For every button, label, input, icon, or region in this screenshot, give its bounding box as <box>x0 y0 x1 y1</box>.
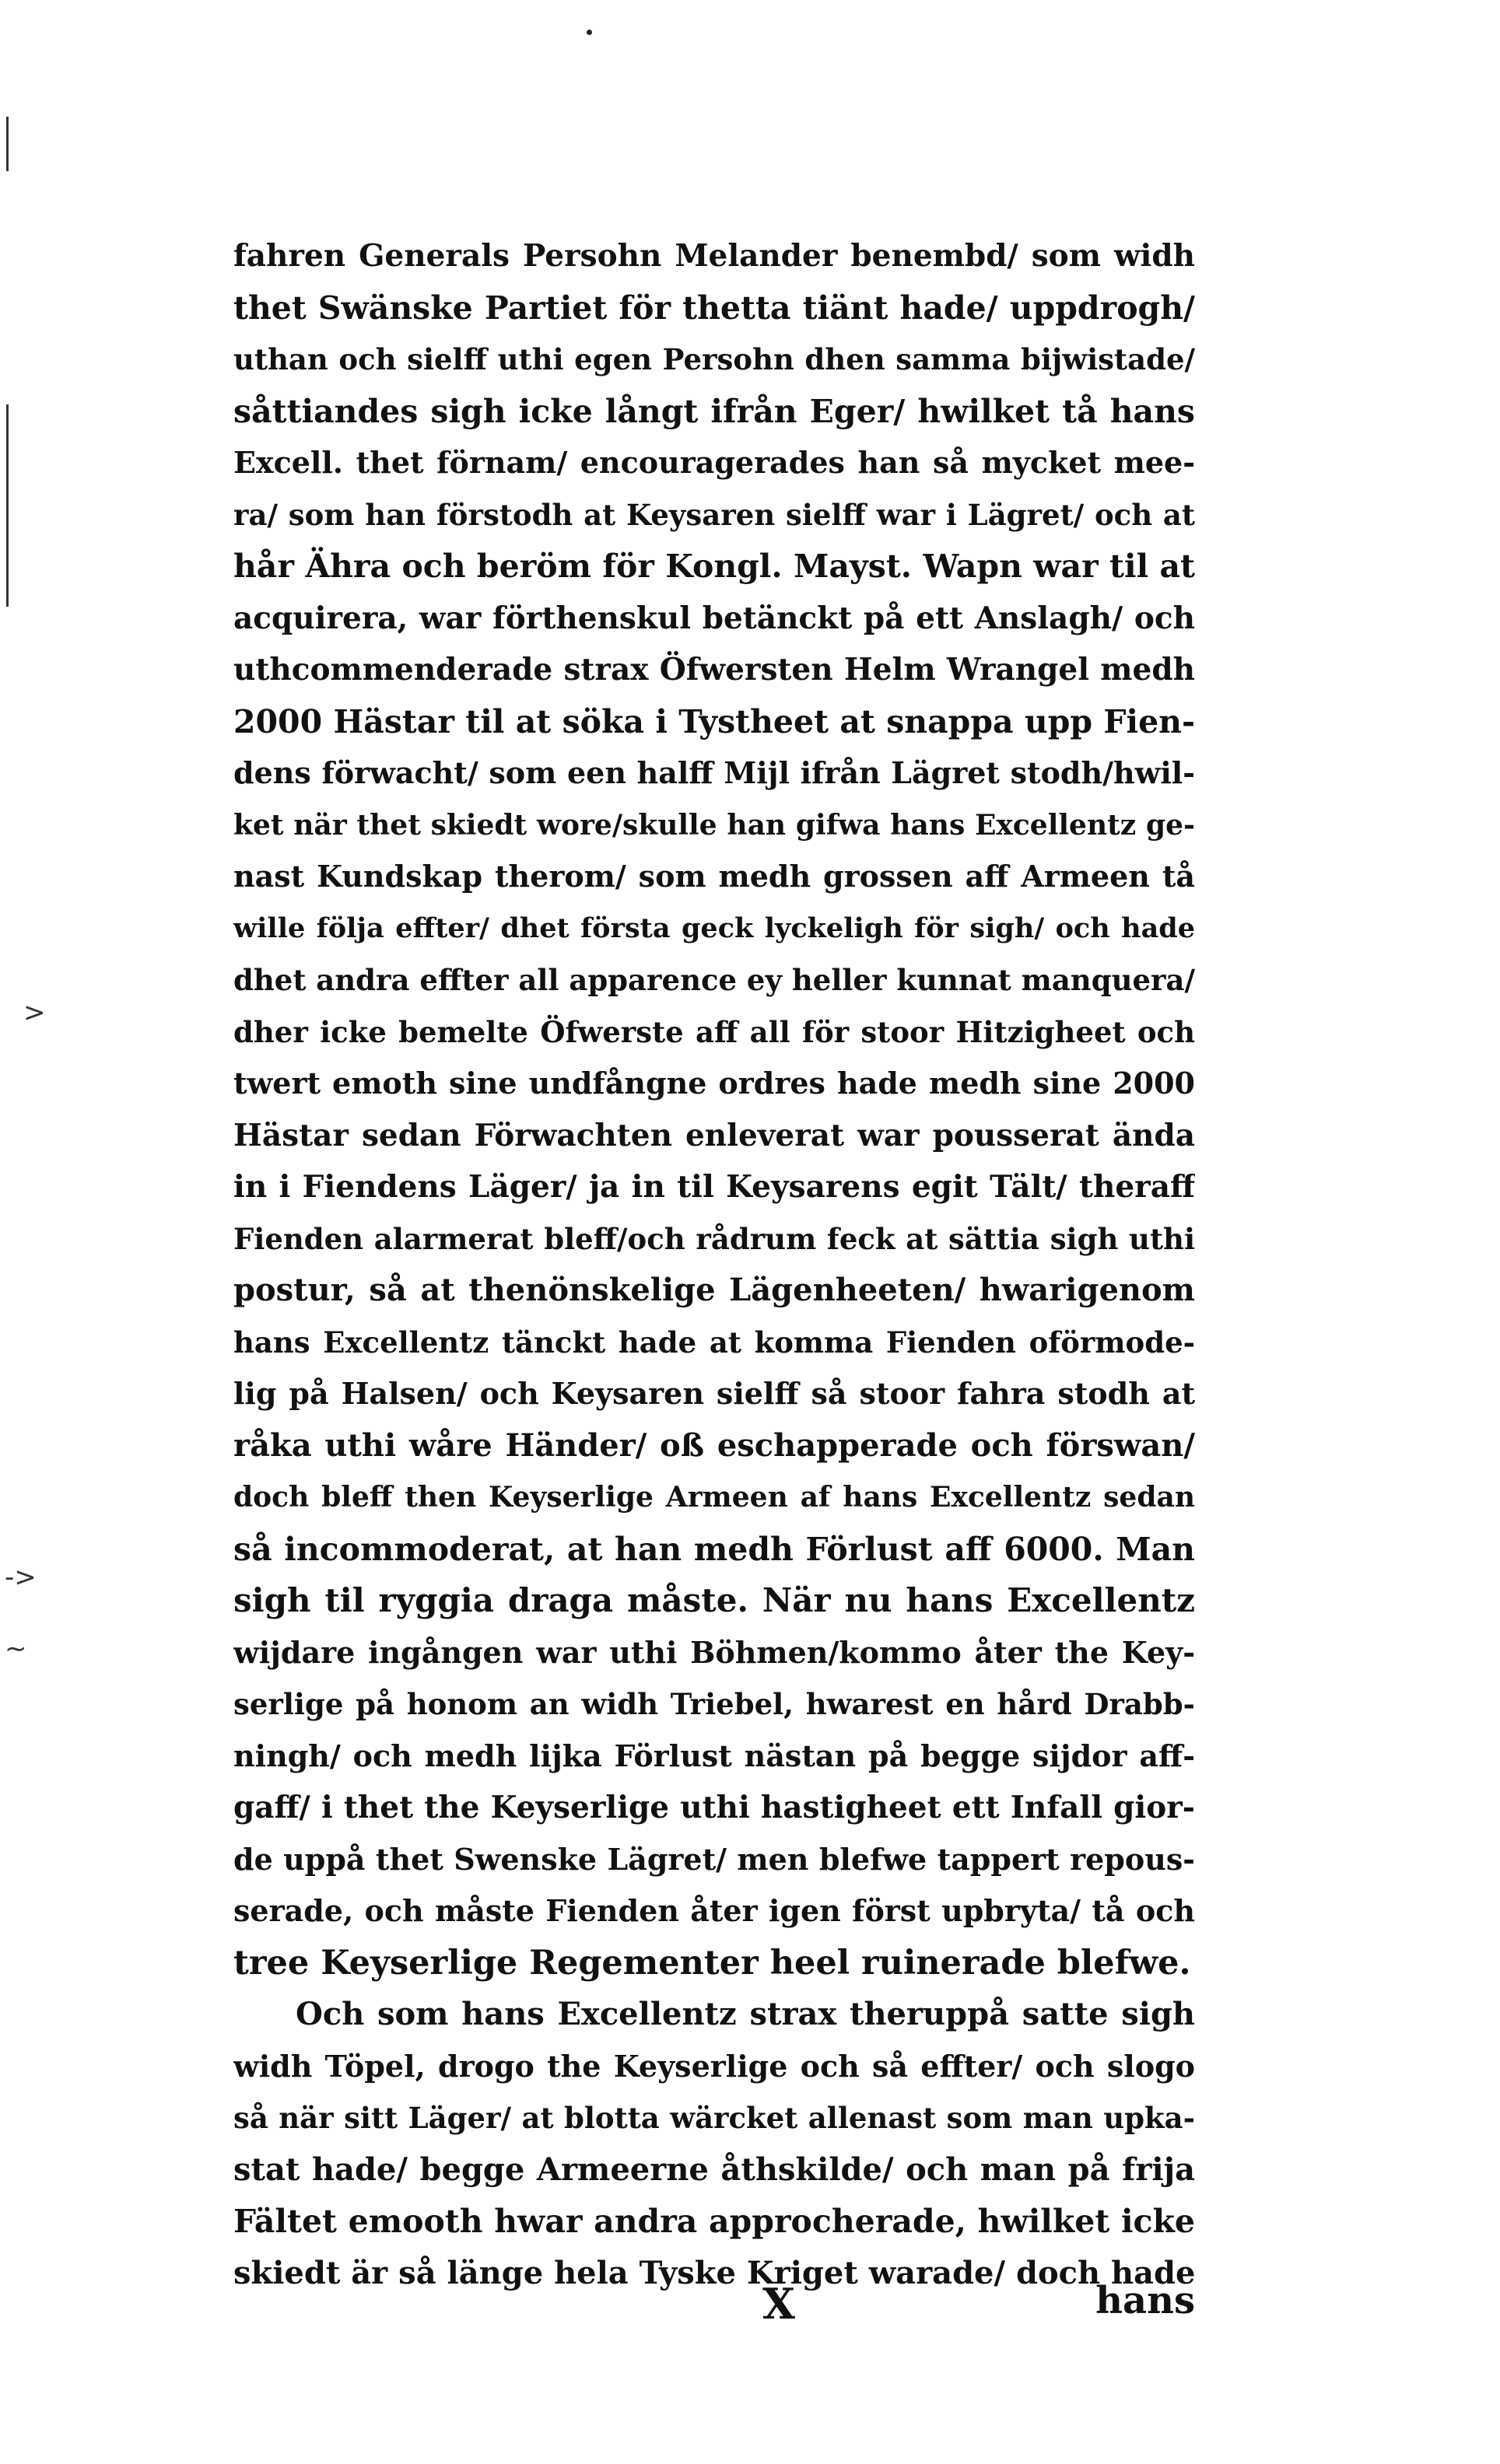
text-line: gaff/ i thet the Keyserlige uthi hastigheet ett Infall gior- <box>233 1790 1195 1825</box>
text-line: serlige på honom an widh Triebel, hwarest en hård Drabb- <box>233 1687 1195 1721</box>
text-line: de uppå thet Swenske Lägret/ men blefwe tappert repous- <box>233 1841 1195 1877</box>
body-text <box>233 230 1195 2299</box>
text-line: wijdare ingången war uthi Böhmen/kommo åter the Key- <box>233 1634 1195 1670</box>
signature-mark: X <box>762 2279 795 2329</box>
text-line: acquirera, war förthenskul betänckt på ett Anslagh/ och <box>233 600 1195 636</box>
text-line: uthan och sielff uthi egen Persohn dhen samma bijwistade/ <box>233 342 1195 376</box>
text-line: serade, och måste Fienden åter igen först upbryta/ tå och <box>233 1893 1195 1928</box>
catchword: hans <box>1095 2279 1195 2322</box>
text-line: råka uthi wåre Händer/ oß eschapperade och förswan/ <box>233 1426 1195 1464</box>
text-line: Fienden alarmerat bleff/och rådrum feck at sättia sigh uthi <box>233 1221 1195 1256</box>
text-line: så när sitt Läger/ at blotta wärcket allenast som man upka- <box>233 2101 1195 2135</box>
text-line: postur, så at thenönskelige Lägenheeten/ hwarigenom <box>233 1272 1195 1308</box>
page-footer <box>233 2279 1195 2333</box>
text-line: in i Fiendens Läger/ ja in til Keysarens egit Tält/ theraff <box>233 1169 1195 1205</box>
text-line: skiedt är så länge hela Tyske Kriget warade/ doch hade <box>233 2254 1195 2291</box>
margin-tick-mark: ∼ <box>5 1633 27 1664</box>
text-line: fahren Generals Persohn Melander benembd/ som widh <box>233 238 1195 274</box>
text-line: sigh til ryggia draga måste. När nu hans Excellentz <box>233 1581 1195 1619</box>
text-line: twert emoth sine undfångne ordres hade medh sine 2000 <box>233 1066 1195 1101</box>
text-line: Excell. thet förnam/ encouragerades han så mycket mee- <box>233 445 1195 480</box>
text-line: såttiandes sigh icke långt ifrån Eger/ hwilket tå hans <box>233 392 1195 430</box>
text-line: Hästar sedan Förwachten enleverat war pousserat ända <box>233 1117 1195 1153</box>
text-line: stat hade/ begge Armeerne åthskilde/ och man på frija <box>233 2151 1195 2188</box>
page-edge-line <box>6 404 9 607</box>
text-line: hår Ähra och beröm för Kongl. Mayst. Wapn war til at <box>233 548 1195 585</box>
text-line: dhet andra effter all apparence ey heller kunnat manquera/ <box>233 963 1195 997</box>
text-line: ningh/ och medh lijka Förlust nästan på begge sijdor aff- <box>233 1738 1195 1773</box>
text-line: uthcommenderade strax Öfwersten Helm Wrangel medh <box>233 652 1195 688</box>
page-edge-line <box>6 117 9 171</box>
text-line: hans Excellentz tänckt hade at komma Fienden oförmode- <box>233 1325 1195 1360</box>
text-line: ra/ som han förstodh at Keysaren sielff war i Lägret/ och at <box>233 497 1195 532</box>
text-line: wille följa effter/ dhet första geck lyckeligh för sigh/ och hade <box>233 912 1195 944</box>
text-line: 2000 Hästar til at söka i Tystheet at snappa upp Fien- <box>233 702 1195 740</box>
text-line: dher icke bemelte Öfwerste aff all för stoor Hitzigheet och <box>233 1014 1195 1049</box>
text-line: så incommoderat, at han medh Förlust aff 6000. Man <box>233 1530 1195 1568</box>
text-line: ket när thet skiedt wore/skulle han gifwa hans Excellentz ge- <box>233 808 1195 842</box>
text-line: doch bleff then Keyserlige Armeen af hans Excellentz sedan <box>233 1481 1195 1514</box>
text-line: widh Töpel, drogo the Keyserlige och så effter/ och slogo <box>233 2048 1195 2084</box>
text-line: Och som hans Excellentz strax theruppå satte sigh <box>296 1996 1195 2032</box>
margin-arrow-mark: -> <box>5 1562 37 1593</box>
text-line: Fältet emooth hwar andra approcherade, hwilket icke <box>233 2203 1195 2240</box>
ink-speck <box>587 30 592 35</box>
text-line: nast Kundskap therom/ som medh grossen aff Armeen tå <box>233 859 1195 894</box>
text-line: dens förwacht/ som een halff Mijl ifrån Lägret stodh/hwil- <box>233 755 1195 790</box>
text-line: tree Keyserlige Regementer heel ruinerade blefwe. <box>233 1943 1191 1983</box>
text-line: thet Swänske Partiet för thetta tiänt hade/ uppdrogh/ <box>233 289 1195 327</box>
margin-arrow-mark: > <box>23 997 46 1028</box>
text-line: lig på Halsen/ och Keysaren sielff så stoor fahra stodh at <box>233 1376 1195 1411</box>
